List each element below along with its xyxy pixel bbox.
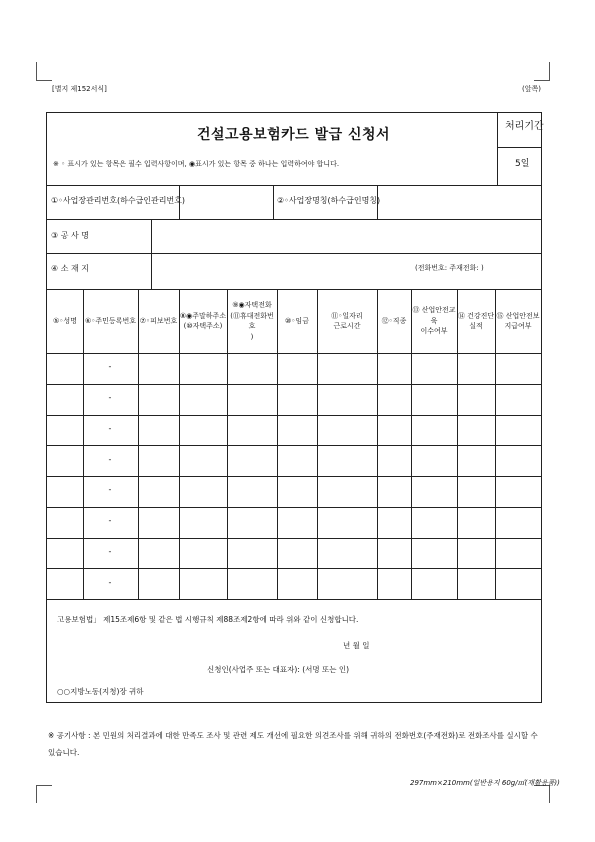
table-row-divider <box>47 415 541 416</box>
table-row-divider <box>47 445 541 446</box>
column-header: ⑬ 산업안전교육 이수여부 <box>412 306 456 336</box>
crop-mark <box>36 785 52 786</box>
form-title: 건설고용보험카드 발급 신청서 <box>197 127 391 143</box>
application-form <box>46 112 542 703</box>
table-row-placeholder: - <box>108 485 112 495</box>
column-header: ⑭ 건강진단 실적 <box>457 311 495 330</box>
column-header: ⑮ 산업안전보 지급여부 <box>496 311 540 330</box>
column-header: ⑫◦직종 <box>381 316 407 325</box>
form-number: [별지 제152서식] <box>52 85 107 93</box>
crop-mark <box>534 80 550 81</box>
instruction-note: ※ ◦ 표시가 있는 항목은 필수 입력사항이며, ◉표시가 있는 항목 중 하나는 입력하여야 합니다. <box>53 160 340 168</box>
site-name-label: ②◦사업장명칭(하수급인명칭) <box>277 196 381 205</box>
application-date: 년 월 일 <box>343 641 370 650</box>
column-header: ⑨◉자택전화 (⑪휴대전화번호 ) <box>230 301 274 341</box>
column-header: ⑩◦임금 <box>285 316 309 325</box>
recipient-line: ○○지방노동(지청)장 귀하 <box>57 687 144 696</box>
footer-note: ※ 공기사항 : 본 민원의 처리결과에 대한 만족도 조사 및 관련 제도 개선에 필요한 의견조사를 위해 귀하의 전화번호(주재전화)로 전화조사를 실시할 수 있습니다. <box>48 731 538 757</box>
column-header: ⑪◦일자리 근로시간 <box>331 311 363 330</box>
table-row-placeholder: - <box>108 577 112 587</box>
table-row-placeholder: - <box>108 423 112 433</box>
construction-name-label: ③ 공 사 명 <box>51 231 89 240</box>
declaration-text: 고용보험법」 제15조제6항 및 같은 법 시행규칙 제88조제2항에 따라 위와 같이 신청합니다. <box>57 615 359 624</box>
crop-mark <box>549 62 550 80</box>
processing-period-value: 5일 <box>515 159 530 169</box>
crop-mark <box>36 785 37 803</box>
phone-number-field: (전화번호: 주재전화: ) <box>415 264 484 272</box>
crop-mark <box>36 80 52 81</box>
applicant-signature-line: 신청인(사업주 또는 대표자): (서명 또는 인) <box>207 665 350 674</box>
crop-mark <box>36 62 37 80</box>
table-row-divider <box>47 538 541 539</box>
column-header: ⑥◦주민등록번호 <box>85 316 136 325</box>
table-row-divider <box>47 568 541 569</box>
table-row-divider <box>47 476 541 477</box>
table-row-placeholder: - <box>108 393 112 403</box>
table-row-divider <box>47 507 541 508</box>
site-management-number-label: ①◦사업장관리번호(하수급인관리번호) <box>51 196 186 205</box>
processing-period-label: 처리기간 <box>505 121 544 132</box>
column-header: ⑧◉주말하주소 (⑩자택주소) <box>179 311 227 330</box>
column-header: ⑤◦성명 <box>53 316 77 325</box>
location-label: ④ 소 재 지 <box>51 264 89 273</box>
table-row-placeholder: - <box>108 546 112 556</box>
table-row-placeholder: - <box>108 454 112 464</box>
table-row-divider <box>47 384 541 385</box>
page-side-label: (앞쪽) <box>522 85 541 93</box>
table-row-placeholder: - <box>108 362 112 372</box>
paper-spec: 297mm×210mm(일반용지 60g/㎡(재활용품)) <box>410 779 560 787</box>
table-row-placeholder: - <box>108 516 112 526</box>
column-header: ⑦◦피보번호 <box>139 316 178 325</box>
